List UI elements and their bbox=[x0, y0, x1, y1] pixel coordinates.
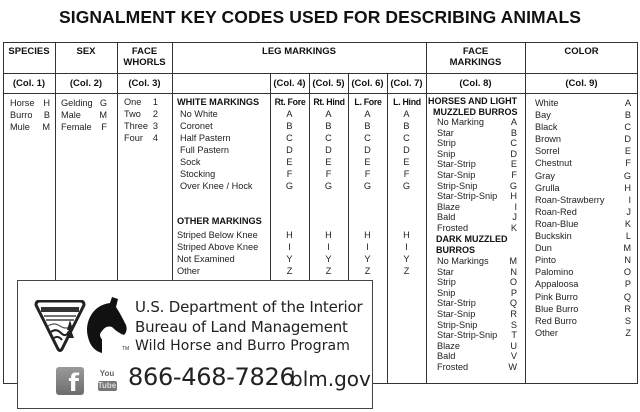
list-item: Gray G bbox=[535, 170, 631, 181]
list-item: Two 2 bbox=[124, 109, 158, 119]
list-item: Star-Snip R bbox=[437, 308, 517, 319]
list-item: Full Pastern bbox=[180, 145, 230, 155]
phone-number: 866-468-7826 bbox=[128, 363, 295, 391]
species-list bbox=[10, 97, 50, 133]
list-item: Strip-Snip G bbox=[437, 180, 517, 191]
col-label-5: (Col. 5) bbox=[312, 78, 345, 89]
list-item: Pink Burro Q bbox=[535, 291, 631, 302]
light-muzzled-heading: HORSES AND LIGHT MUZZLED BURROS bbox=[428, 96, 518, 117]
light-face-markings-list bbox=[437, 117, 517, 234]
list-item: Strip-Snip S bbox=[437, 319, 517, 330]
list-item: Star N bbox=[437, 266, 517, 277]
l-fore-white-codes: A B C D E F G bbox=[363, 109, 372, 191]
rt-fore-white-codes: A B C D E F G bbox=[285, 109, 294, 191]
list-item: Star-Strip E bbox=[437, 159, 517, 170]
dark-face-markings-list bbox=[437, 256, 517, 373]
header-face-markings bbox=[426, 46, 525, 68]
list-item: Chestnut F bbox=[535, 158, 631, 169]
header-species: SPECIES bbox=[8, 46, 50, 57]
list-item: Star-Strip-Snip H bbox=[437, 191, 517, 202]
list-item: Palomino O bbox=[535, 267, 631, 278]
dark-muzzled-heading: DARK MUZZLED BURROS bbox=[436, 234, 508, 255]
col-label-2: (Col. 2) bbox=[69, 78, 103, 89]
list-item: Over Knee / Hock bbox=[180, 181, 253, 191]
list-item: Three 3 bbox=[124, 121, 158, 131]
header-face-markings-line1: FACE bbox=[462, 46, 489, 57]
col-label-8: (Col. 8) bbox=[459, 78, 492, 89]
list-item: Appaloosa P bbox=[535, 279, 631, 290]
blm-label: Bureau of Land Management bbox=[135, 318, 348, 336]
list-item: Striped Above Knee bbox=[177, 242, 259, 252]
face-whorls-list bbox=[124, 96, 158, 144]
list-item: Black C bbox=[535, 122, 631, 133]
color-list bbox=[535, 97, 631, 339]
list-item: Burro B bbox=[10, 110, 50, 120]
list-item: Horse H bbox=[10, 98, 50, 108]
leg-header-rt-fore: Rt. Fore bbox=[274, 97, 306, 107]
list-item: Dun M bbox=[535, 243, 631, 254]
sex-list bbox=[61, 97, 107, 133]
col-label-1: (Col. 1) bbox=[12, 78, 46, 89]
program-label: Wild Horse and Burro Program bbox=[135, 338, 350, 354]
list-item: Roan-Strawberry I bbox=[535, 194, 631, 205]
leg-header-l-fore: L. Fore bbox=[354, 97, 382, 107]
list-item: Frosted K bbox=[437, 222, 517, 233]
list-item: No Marking A bbox=[437, 117, 517, 127]
list-item: Star-Strip Q bbox=[437, 298, 517, 309]
rt-fore-other-codes: H I Y Z bbox=[286, 230, 293, 276]
divider bbox=[3, 93, 638, 94]
divider bbox=[3, 73, 638, 74]
list-item: Buckskin L bbox=[535, 231, 631, 242]
page-title: SIGNALMENT KEY CODES USED FOR DESCRIBING ANIMALS bbox=[58, 7, 582, 27]
website-link[interactable]: blm.gov bbox=[290, 367, 371, 391]
list-item: Blaze U bbox=[437, 340, 517, 351]
list-item: Pinto N bbox=[535, 255, 631, 266]
col-label-4: (Col. 4) bbox=[273, 78, 306, 89]
list-item: Bald J bbox=[437, 212, 517, 223]
header-face-markings-line2: MARKINGS bbox=[449, 57, 502, 68]
list-item: Blue Burro R bbox=[535, 303, 631, 314]
list-item: Frosted W bbox=[437, 361, 517, 372]
list-item: Bay B bbox=[535, 110, 631, 121]
header-leg-markings: LEG MARKINGS bbox=[262, 46, 336, 57]
list-item: Star-Snip F bbox=[437, 169, 517, 180]
list-item: Male M bbox=[61, 110, 107, 120]
blm-shield-logo-icon bbox=[34, 300, 86, 352]
list-item: Snip D bbox=[437, 148, 517, 159]
list-item: Strip C bbox=[437, 138, 517, 149]
list-item: Gelding G bbox=[61, 98, 107, 108]
col-label-6: (Col. 6) bbox=[351, 78, 384, 89]
leg-header-l-hind: L. Hind bbox=[393, 97, 421, 107]
list-item: Brown D bbox=[535, 134, 631, 145]
list-item: Other Z bbox=[535, 327, 631, 338]
header-face-whorls bbox=[117, 46, 172, 68]
list-item: Red Burro S bbox=[535, 315, 631, 326]
list-item: Sock bbox=[180, 157, 201, 167]
col-label-3: (Col. 3) bbox=[128, 78, 161, 89]
rt-hind-other-codes: H I Y Z bbox=[325, 230, 332, 276]
list-item: Mule M bbox=[10, 122, 50, 132]
trademark-label: TM bbox=[122, 346, 130, 352]
l-fore-other-codes: H I Y Z bbox=[364, 230, 371, 276]
list-item: Striped Below Knee bbox=[177, 230, 258, 240]
doi-label: U.S. Department of the Interior bbox=[135, 298, 363, 316]
white-markings-list bbox=[180, 108, 253, 192]
list-item: Blaze I bbox=[437, 201, 517, 212]
list-item: Star B bbox=[437, 127, 517, 138]
list-item: Female F bbox=[61, 122, 107, 132]
list-item: White A bbox=[535, 98, 631, 108]
col-label-7: (Col. 7) bbox=[390, 78, 423, 89]
list-item: No White bbox=[180, 109, 218, 119]
list-item: Roan-Red J bbox=[535, 206, 631, 217]
list-item: No Markings M bbox=[437, 256, 517, 266]
list-item: Snip P bbox=[437, 287, 517, 298]
list-item: Four 4 bbox=[124, 133, 158, 143]
rt-hind-white-codes: A B C D E F G bbox=[324, 109, 333, 191]
header-face-whorls-line2: WHORLS bbox=[123, 57, 166, 68]
list-item: Sorrel E bbox=[535, 146, 631, 157]
list-item: Other bbox=[177, 266, 200, 276]
l-hind-white-codes: A B C D E F G bbox=[402, 109, 411, 191]
list-item: Roan-Blue K bbox=[535, 218, 631, 229]
other-markings-list bbox=[177, 229, 258, 277]
list-item: Strip O bbox=[437, 277, 517, 288]
youtube-icon[interactable]: You Tube bbox=[97, 369, 117, 390]
other-markings-heading: OTHER MARKINGS bbox=[177, 216, 262, 226]
list-item: Stocking bbox=[180, 169, 216, 179]
header-face-whorls-line1: FACE bbox=[131, 46, 158, 57]
list-item: Half Pastern bbox=[180, 133, 231, 143]
list-item: Coronet bbox=[180, 121, 213, 131]
list-item: Bald V bbox=[437, 351, 517, 362]
list-item: One 1 bbox=[124, 97, 158, 107]
col-label-9: (Col. 9) bbox=[565, 78, 598, 89]
white-markings-heading: WHITE MARKINGS bbox=[177, 97, 260, 107]
leg-header-rt-hind: Rt. Hind bbox=[313, 97, 345, 107]
list-item: Not Examined bbox=[177, 254, 235, 264]
list-item: Grulla H bbox=[535, 182, 631, 193]
list-item: Star-Strip-Snip T bbox=[437, 330, 517, 341]
blm-contact-box bbox=[17, 280, 373, 409]
header-color: COLOR bbox=[564, 46, 599, 57]
facebook-icon[interactable]: f bbox=[56, 367, 84, 395]
header-sex: SEX bbox=[76, 46, 96, 57]
l-hind-other-codes: H I Y Z bbox=[403, 230, 410, 276]
